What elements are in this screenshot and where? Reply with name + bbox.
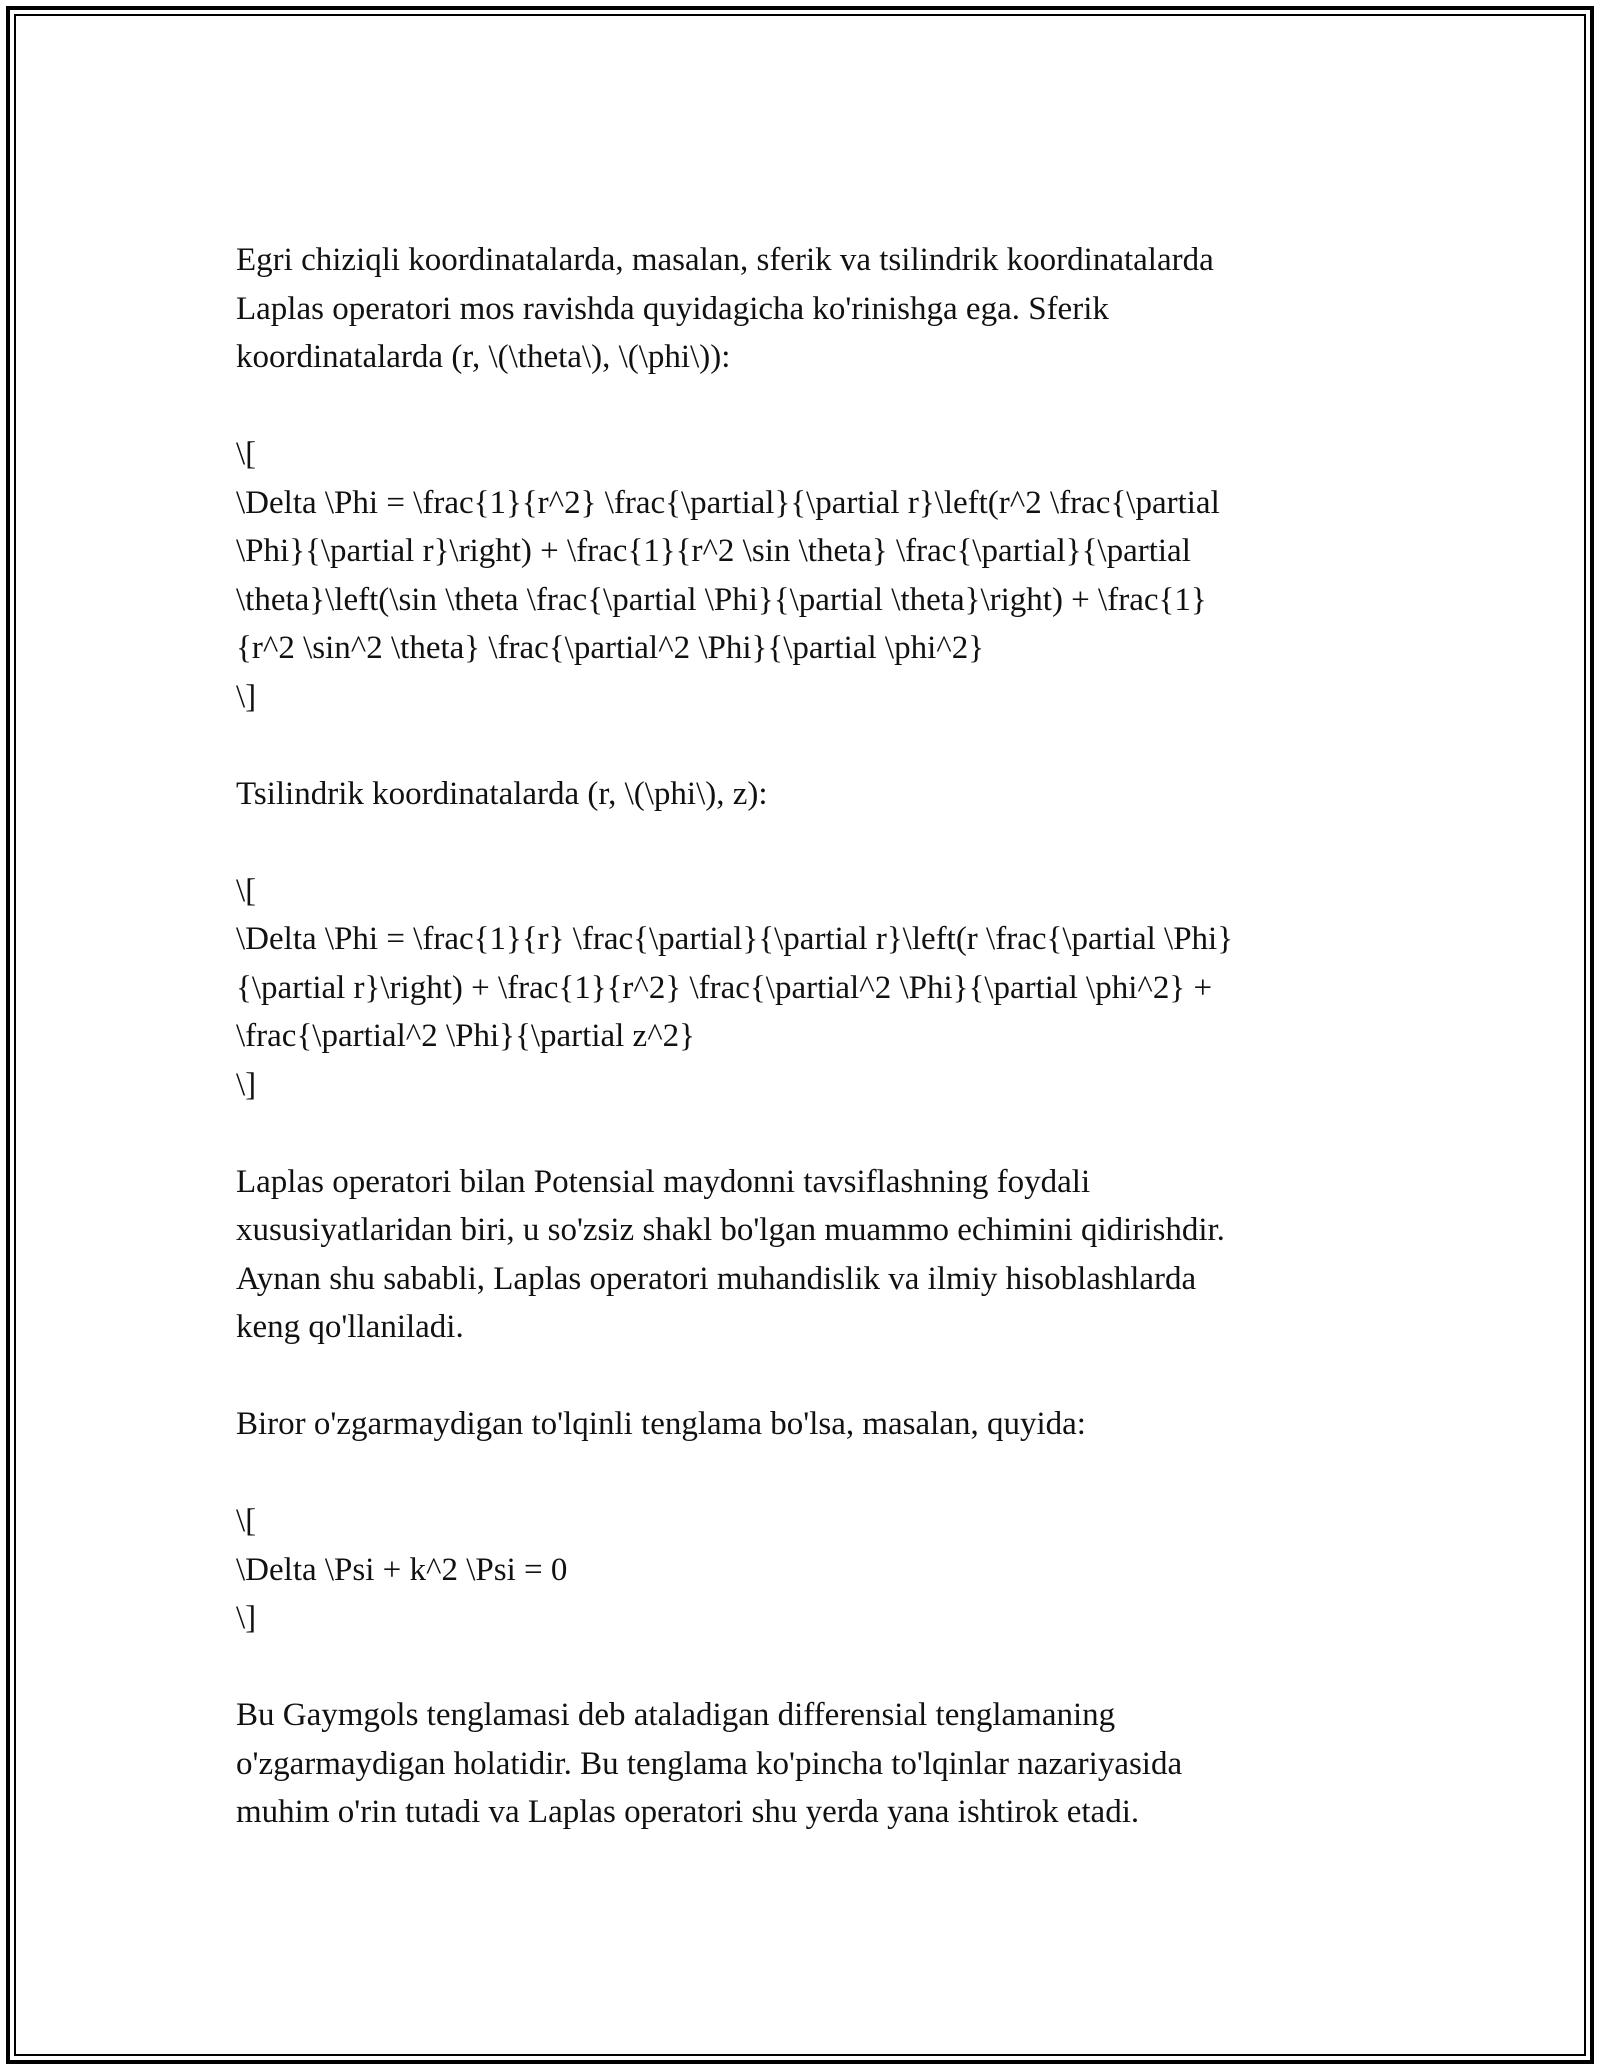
text-line: Aynan shu sababli, Laplas operatori muhandislik va ilmiy hisoblashlarda	[236, 1260, 1197, 1297]
equation-line: \Phi}{\partial r}\right) + \frac{1}{r^2 \sin \theta} \frac{\partial}{\partial	[236, 533, 1191, 569]
equation-spherical-laplacian	[236, 430, 1366, 721]
paragraph-intro	[236, 236, 1366, 382]
text-line: koordinatalarda (r, \(\theta\), \(\phi\)):	[236, 339, 731, 375]
equation-line: \]	[236, 678, 257, 715]
text-line: Laplas operatori bilan Potensial maydonni tavsiflashning foydali	[236, 1163, 1091, 1200]
equation-line: \]	[236, 1066, 257, 1103]
equation-line: \[	[236, 1503, 257, 1539]
equation-line: {r^2 \sin^2 \theta} \frac{\partial^2 \Phi}{\partial \phi^2}	[236, 630, 985, 666]
text-line: keng qo'llaniladi.	[236, 1309, 464, 1345]
equation-line: \frac{\partial^2 \Phi}{\partial z^2}	[236, 1018, 696, 1054]
text-line: Laplas operatori mos ravishda quyidagicha ko'rinishga ega. Sferik	[236, 290, 1109, 327]
text-line: muhim o'rin tutadi va Laplas operatori shu yerda yana ishtirok etadi.	[236, 1794, 1140, 1830]
equation-line: \theta}\left(\sin \theta \frac{\partial \Phi}{\partial \theta}\right) + \frac{1}	[236, 581, 1207, 618]
document-body	[236, 236, 1366, 1885]
paragraph-wave-equation-intro	[236, 1400, 1366, 1449]
paragraph-cylindrical-intro	[236, 770, 1366, 819]
text-line: Egri chiziqli koordinatalarda, masalan, sferik va tsilindrik koordinatalarda	[236, 242, 1214, 278]
equation-line: \[	[236, 436, 257, 472]
paragraph-potential-field	[236, 1158, 1366, 1352]
text-line: o'zgarmaydigan holatidir. Bu tenglama ko'pincha to'lqinlar nazariyasida	[236, 1745, 1183, 1782]
equation-line: {\partial r}\right) + \frac{1}{r^2} \frac{\partial^2 \Phi}{\partial \phi^2} +	[236, 969, 1213, 1006]
text-line: Bu Gaymgols tenglamasi deb ataladigan differensial tenglamaning	[236, 1697, 1116, 1733]
text-line: Tsilindrik koordinatalarda (r, \(\phi\), z):	[236, 775, 768, 812]
text-line: xususiyatlaridan biri, u so'zsiz shakl bo'lgan muammo echimini qidirishdir.	[236, 1212, 1225, 1248]
paragraph-helmholtz-description	[236, 1691, 1366, 1837]
equation-cylindrical-laplacian	[236, 867, 1366, 1110]
equation-line: \Delta \Phi = \frac{1}{r^2} \frac{\partial}{\partial r}\left(r^2 \frac{\partial	[236, 484, 1220, 521]
equation-line: \Delta \Psi + k^2 \Psi = 0	[236, 1551, 568, 1588]
equation-line: \]	[236, 1600, 257, 1636]
text-line: Biror o'zgarmaydigan to'lqinli tenglama bo'lsa, masalan, quyida:	[236, 1406, 1086, 1442]
equation-helmholtz	[236, 1497, 1366, 1643]
equation-line: \Delta \Phi = \frac{1}{r} \frac{\partial}{\partial r}\left(r \frac{\partial \Phi}	[236, 921, 1234, 957]
equation-line: \[	[236, 872, 257, 909]
